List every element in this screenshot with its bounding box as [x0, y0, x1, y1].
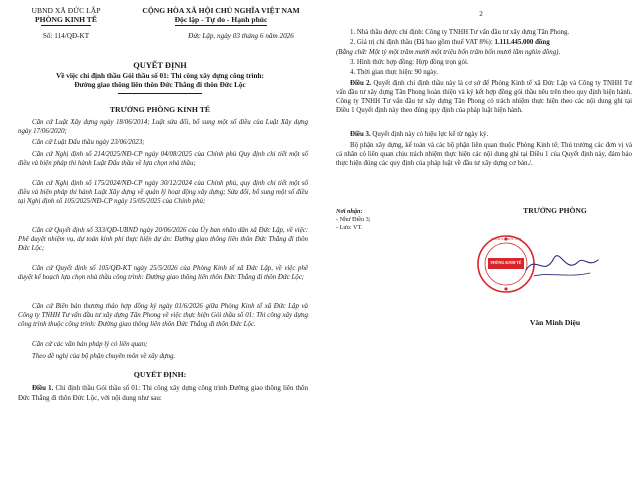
national-heading: [124, 6, 318, 41]
document-type: QUYẾT ĐỊNH: [133, 61, 187, 70]
issuing-authority: TRƯỞNG PHÒNG KINH TẾ: [109, 105, 211, 114]
item-2: [336, 38, 632, 47]
decision-heading: QUYẾT ĐỊNH:: [133, 370, 187, 379]
legal-basis-5: Căn cứ Quyết định số 333/QĐ-UBND ngày 20/06/2026 của Ủy ban nhân dân xã Đức Lập, về việc: Phê duyệt nhiệm vụ, dự toán kinh phí thực hiện dự án: Đường giao thông liên thôn Đức Thắng đi thôn Đức Lộc;: [18, 227, 308, 253]
subject-underline: [118, 93, 202, 94]
subject-line-1: Về việc chỉ định thầu Gói thầu số 01: Thi công xây dựng công trình:: [56, 72, 264, 80]
article-1-label: Điều 1.: [32, 384, 54, 392]
recipient-1: - Như Điều 3;: [336, 216, 371, 223]
subject-line-2: Đường giao thông liên thôn Đức Thắng đi thôn Đức Lộc: [74, 81, 246, 89]
signer-title: TRƯỞNG PHÒNG: [523, 206, 587, 215]
nation-title: CỘNG HÒA XÃ HỘI CHỦ NGHĨA VIỆT NAM: [142, 6, 300, 15]
article-3-paragraph-2: Bộ phận xây dựng, kế toán và các bộ phận liên quan thuộc Phòng Kinh tế; Thủ trưởng các đơn vị và cá nhân có liên quan chịu trách nhiệm thực hiện các nội dung ghi tại Điều 1 của Quyết định này, đảm bảo thực hiện đúng các quy định của pháp luật về đầu tư xây dựng cơ bản./.: [336, 142, 632, 168]
motto-underline: [175, 25, 267, 26]
article-1: [18, 384, 308, 403]
document-subject: [8, 72, 312, 90]
article-3: [336, 130, 632, 139]
signer-name: Văn Minh Diệu: [529, 318, 581, 327]
issuing-agency: [10, 6, 122, 41]
legal-basis-2: Căn cứ Luật Đấu thầu ngày 23/06/2023;: [32, 139, 145, 146]
legal-basis-9: Theo đề nghị của bộ phận chuyên môn về xây dựng.: [32, 353, 176, 360]
legal-basis-4: Căn cứ Nghị định số 175/2024/NĐ-CP ngày 30/12/2024 của Chính phủ, quy định chi tiết một số điều và biện pháp thi hành Luật Xây dựng về quản lý hoạt động xây dựng; Sửa đổi, bổ sung một số điều tại Nghị định số 105/2025/NĐ-CP ngày 15/05/2025 của Chính phủ;: [18, 180, 308, 206]
contract-price: 1.111.445.000 đồng: [494, 39, 550, 46]
legal-basis-7: Căn cứ Biên bản thương thảo hợp đồng ký ngày 01/6/2026 giữa Phòng Kinh tế xã Đức Lập và Công ty TNHH Tư vấn đầu tư xây dựng Tân Phong về việc thực hiện Gói thầu số 01: Thi công xây dựng công trình thuộc công trình: Đường giao thông liên thôn Đức Thắng đi thôn Đức Lộc.: [18, 303, 308, 329]
agency-line-1: UBND XÃ ĐỨC LẬP: [31, 6, 101, 15]
article-1-text: Chỉ định thầu Gói thầu số 01: Thi công xây dựng công trình Đường giao thông liên thôn Đức Thắng đi thôn Đức Lộc, với nội dung như sau:: [18, 384, 309, 402]
national-motto: Độc lập - Tự do - Hạnh phúc: [174, 15, 268, 24]
item-2-label: 2. Giá trị chỉ định thầu (Đã bao gồm thuế VAT 8%):: [350, 39, 493, 46]
item-3: 3. Hình thức hợp đồng: Hợp đồng trọn gói.: [350, 59, 469, 66]
legal-basis-1: Căn cứ Luật Xây dựng ngày 18/06/2014; Luật sửa đổi, bổ sung một số điều của Luật Xây dựng ngày 17/06/2020;: [18, 119, 308, 136]
price-in-words: (Bằng chữ: Một tỷ một trăm mười một triệu bốn trăm bốn mươi lăm nghìn đồng).: [336, 49, 561, 56]
legal-basis-8: Căn cứ các văn bản pháp lý có liên quan;: [32, 341, 148, 348]
article-2: [336, 79, 632, 115]
article-2-label: Điều 2.: [350, 80, 372, 87]
document-number: Số: 114/QĐ-KT: [42, 32, 90, 40]
document-page-2: [322, 0, 640, 486]
page-number: 2: [479, 10, 483, 18]
place-date: Đức Lập, ngày 03 tháng 6 năm 2026: [188, 32, 294, 40]
legal-basis-3: Căn cứ Nghị định số 214/2025/NĐ-CP ngày 04/08/2025 của Chính phủ Quy định chi tiết một số điều và biện pháp thi hành Luật Đấu thầu về lựa chọn nhà thầu;: [18, 151, 308, 168]
seal-center-text: PHÒNG KINH TẾ: [490, 261, 522, 265]
article-3-text: Quyết định này có hiệu lực kể từ ngày ký.: [372, 131, 489, 138]
recipients-block: [336, 208, 456, 232]
seal-outer-text: UBND XÃ ĐỨC LẬP: [490, 237, 522, 241]
recipients-label: Nơi nhận:: [336, 208, 363, 215]
agency-underline: [41, 25, 91, 26]
item-1: 1. Nhà thầu được chỉ định: Công ty TNHH Tư vấn đầu tư xây dựng Tân Phong.: [350, 29, 570, 36]
item-4: 4. Thời gian thực hiện: 90 ngày.: [350, 69, 438, 76]
official-seal-and-signature: [474, 218, 614, 310]
agency-line-2: PHÒNG KINH TẾ: [35, 15, 97, 24]
article-3-label: Điều 3.: [350, 131, 371, 138]
legal-basis-6: Căn cứ Quyết định số 105/QĐ-KT ngày 25/5/2026 của Phòng Kinh tế xã Đức Lập, về việc phê duyệt kế hoạch lựa chọn nhà thầu công trình: Đường giao thông liên thôn Đức Thắng đi thôn Đức Lộc;: [18, 265, 308, 282]
article-2-text: Quyết định chỉ định thầu này là cơ sở để Phòng Kinh tế xã Đức Lập và Công ty TNHH Tư vấn đầu tư xây dựng Tân Phong hoàn thiện và ký kết hợp đồng gói thầu nêu trên theo quy định hiện hành. Công ty TNHH Tư vấn đầu tư xây dựng Tân Phong có trách nhiệm thực hiện theo các nội dung ghi tại Điều 1 Quyết định này theo đúng quy định của pháp luật hiện hành.: [336, 80, 632, 115]
recipient-2: - Lưu: VT.: [336, 224, 363, 231]
